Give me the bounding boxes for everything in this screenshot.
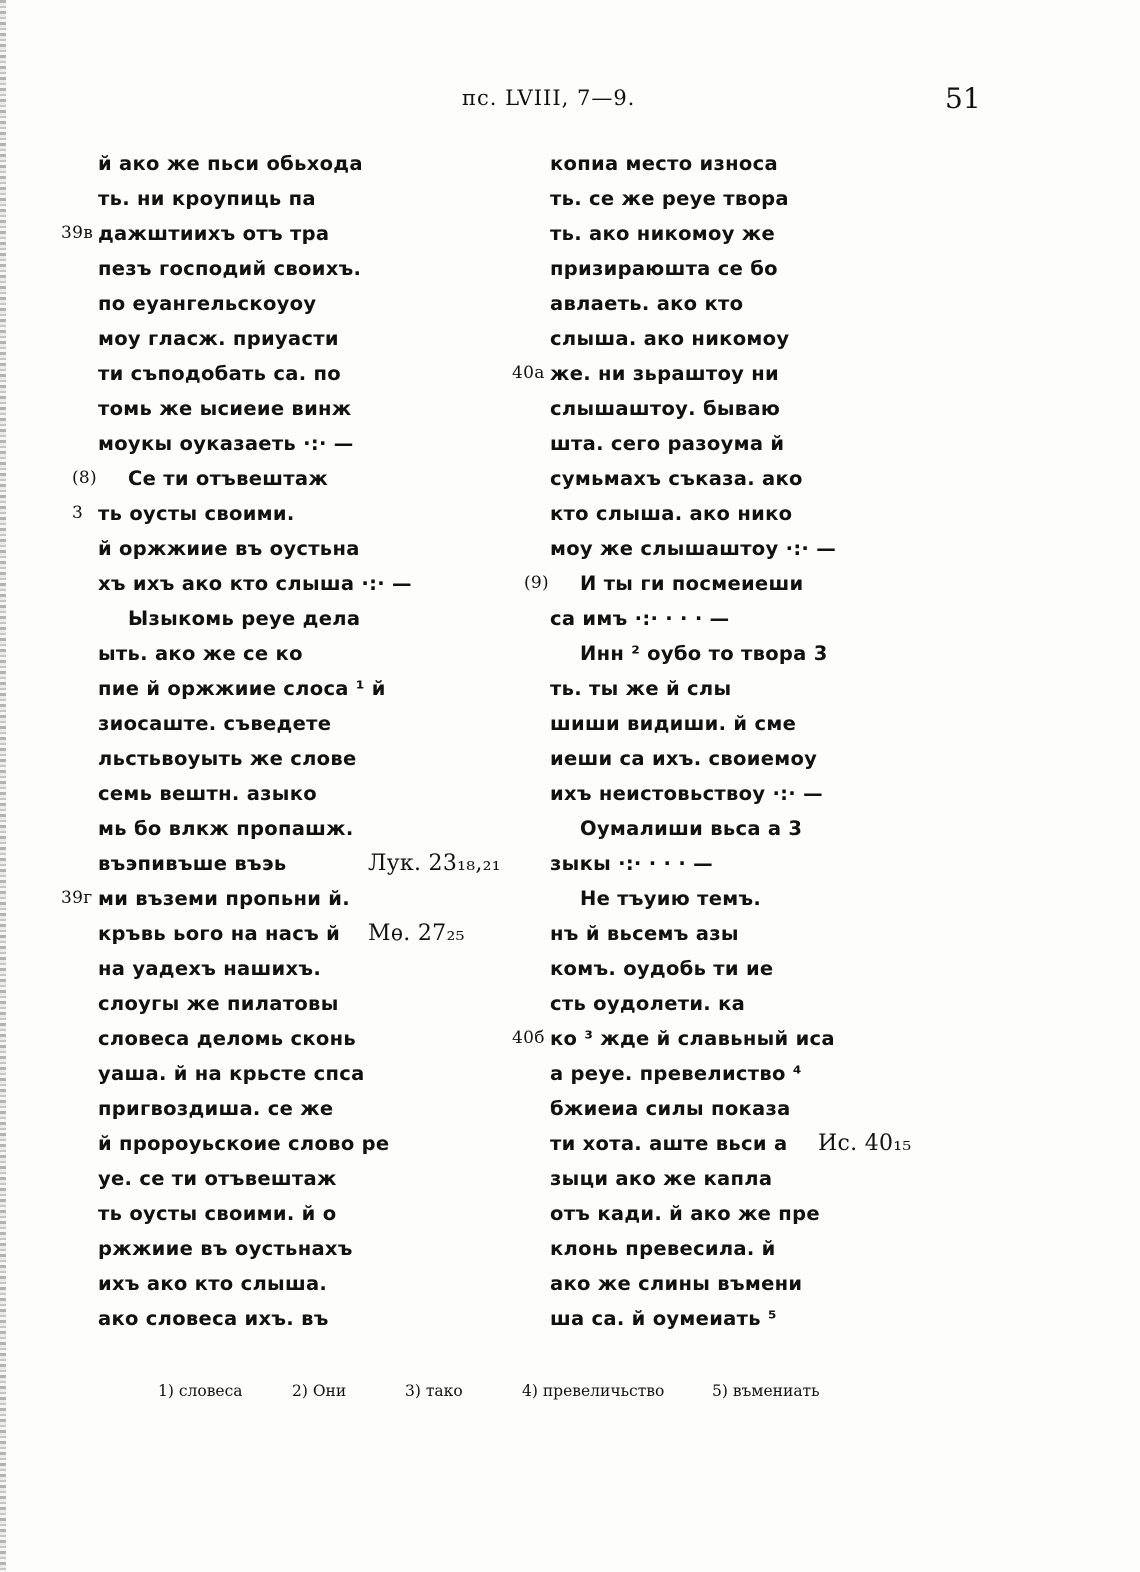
footnote: 3) тако xyxy=(405,1382,463,1400)
text-line xyxy=(72,461,428,496)
text-line xyxy=(550,741,880,776)
line-text: сть оудолети. ка xyxy=(550,992,746,1015)
line-text: шиши видиши. й сме xyxy=(550,712,797,735)
text-line xyxy=(98,916,465,951)
verse-number: (9) xyxy=(524,573,549,593)
folio-marker: 39г xyxy=(61,888,93,908)
line-text: томь же ысиеие винж xyxy=(98,397,352,420)
text-line xyxy=(550,881,880,916)
verse-number: (8) xyxy=(72,468,97,488)
line-text: бжиеиа силы показа xyxy=(550,1097,791,1120)
line-text: й ако же пьси обьхода xyxy=(98,152,363,175)
text-line xyxy=(550,391,880,426)
line-text: пезъ господий своихъ. xyxy=(98,257,362,280)
text-line xyxy=(550,461,880,496)
line-text: сумьмахъ съказа. ако xyxy=(550,467,803,490)
text-line xyxy=(550,951,880,986)
line-text: ть. ако никомоу же xyxy=(550,222,776,245)
text-line xyxy=(550,1056,880,1091)
right-text-column xyxy=(512,146,912,1336)
line-text: словеса деломь сконь xyxy=(98,1027,357,1050)
text-line xyxy=(550,216,880,251)
text-line xyxy=(98,1266,428,1301)
text-line xyxy=(550,916,880,951)
line-text: слоугы же пилатовы xyxy=(98,992,339,1015)
line-text: хъ ихъ ако кто слыша ·:· — xyxy=(98,572,412,595)
line-text: а реуе. превелиство ⁴ xyxy=(550,1062,802,1085)
text-line xyxy=(550,286,880,321)
text-line xyxy=(550,671,880,706)
text-line xyxy=(98,426,428,461)
text-line xyxy=(98,741,428,776)
text-line xyxy=(524,566,880,601)
line-text: зыкы ·:· · · · — xyxy=(550,852,713,875)
text-line xyxy=(98,531,428,566)
text-line xyxy=(550,181,880,216)
footnote: 5) въмениать xyxy=(712,1382,820,1400)
line-text: кръвь ього на насъ й xyxy=(98,922,341,945)
scripture-reference: Лук. 23₁₈,₂₁ xyxy=(368,851,501,876)
line-text: уаша. й на крьсте спса xyxy=(98,1062,365,1085)
text-line xyxy=(98,1161,428,1196)
line-text: Инн ² оубо то твора 3 xyxy=(580,642,828,665)
line-text: ихъ неистовьствоу ·:· — xyxy=(550,782,823,805)
line-text: кто слыша. ако нико xyxy=(550,502,793,525)
line-text: авлаеть. ако кто xyxy=(550,292,744,315)
line-text: са имъ ·:· · · · — xyxy=(550,607,730,630)
line-text: льстьвоуыть же слове xyxy=(98,747,357,770)
text-line xyxy=(98,146,428,181)
line-text: же. ни зьраштоу ни xyxy=(550,362,779,385)
text-line xyxy=(98,1231,428,1266)
text-line xyxy=(550,1091,880,1126)
text-line xyxy=(98,566,428,601)
text-line xyxy=(550,251,880,286)
text-line xyxy=(98,181,428,216)
line-text: ти хота. аште вьси а xyxy=(550,1132,788,1155)
text-line xyxy=(98,356,428,391)
line-text: отъ кади. й ако же пре xyxy=(550,1202,820,1225)
text-line xyxy=(550,1231,880,1266)
line-text: ихъ ако кто слыша. xyxy=(98,1272,328,1295)
left-text-column xyxy=(61,146,501,1336)
text-line xyxy=(98,1126,428,1161)
footnote: 4) превеличьство xyxy=(522,1382,665,1400)
line-text: Ызыкомь реуе дела xyxy=(128,607,361,630)
line-text: ть. ты же й слы xyxy=(550,677,732,700)
text-line xyxy=(72,496,428,531)
line-text: пригвоздиша. се же xyxy=(98,1097,334,1120)
folio-marker: 39в xyxy=(61,223,94,243)
text-line xyxy=(550,321,880,356)
text-line xyxy=(550,426,880,461)
line-text: комъ. оудобь ти ие xyxy=(550,957,774,980)
line-text: слыша. ако никомоу xyxy=(550,327,790,350)
text-line xyxy=(98,846,501,881)
line-text: зыци ако же капла xyxy=(550,1167,773,1190)
line-text: ти съподобать са. по xyxy=(98,362,341,385)
line-text: зиосаште. съведете xyxy=(98,712,332,735)
text-line xyxy=(550,531,880,566)
line-text: клонь превесила. й xyxy=(550,1237,776,1260)
text-line xyxy=(98,1301,428,1336)
line-text: по еуангельскоуоу xyxy=(98,292,317,315)
line-text: ыть. ако же се ко xyxy=(98,642,303,665)
line-text: ко ³ жде й славьный иса xyxy=(550,1027,835,1050)
verse-number: 3 xyxy=(72,503,84,523)
text-line xyxy=(98,601,428,636)
text-line xyxy=(550,496,880,531)
text-line xyxy=(98,1091,428,1126)
running-title: пс. LVIII, 7—9. xyxy=(462,86,636,110)
line-text: въэпивъше въэь xyxy=(98,852,287,875)
line-text: на уадехъ нашихъ. xyxy=(98,957,322,980)
folio-marker: 40а xyxy=(512,363,545,383)
text-line xyxy=(550,1196,880,1231)
text-line xyxy=(98,636,428,671)
line-text: ми въземи пропьни й. xyxy=(98,887,350,910)
text-line xyxy=(98,286,428,321)
line-text: слышаштоу. бываю xyxy=(550,397,781,420)
scripture-reference: Ис. 40₁₅ xyxy=(818,1131,912,1156)
text-line xyxy=(98,1056,428,1091)
line-text: моу же слышаштоу ·:· — xyxy=(550,537,837,560)
line-text: й пророуьскоие слово ре xyxy=(98,1132,390,1155)
text-line xyxy=(550,986,880,1021)
line-text: Се ти отъвештаж xyxy=(128,467,329,490)
text-line xyxy=(98,706,428,741)
line-text: пие й оржжиие слоса ¹ й xyxy=(98,677,386,700)
line-text: шта. сего разоума й xyxy=(550,432,785,455)
line-text: Оумалиши вьса а 3 xyxy=(580,817,803,840)
line-text: Не тъуию темъ. xyxy=(580,887,762,910)
line-text: ако словеса ихъ. въ xyxy=(98,1307,329,1330)
text-line xyxy=(98,251,428,286)
line-text: нъ й вьсемъ азы xyxy=(550,922,739,945)
line-text: ть оусты своими. xyxy=(98,502,295,525)
text-line xyxy=(98,811,428,846)
line-text: уе. се ти отъвештаж xyxy=(98,1167,337,1190)
line-text: копиа место износа xyxy=(550,152,778,175)
line-text: ть. ни кроупиць па xyxy=(98,187,316,210)
text-line xyxy=(550,1126,912,1161)
text-line xyxy=(550,706,880,741)
text-line xyxy=(550,146,880,181)
line-text: ть оусты своими. й о xyxy=(98,1202,337,1225)
scripture-reference: Мѳ. 27₂₅ xyxy=(368,921,465,946)
text-line xyxy=(550,776,880,811)
line-text: призираюшта се бо xyxy=(550,257,778,280)
text-line xyxy=(98,1196,428,1231)
line-text: моу гласж. приуасти xyxy=(98,327,339,350)
text-line xyxy=(550,811,880,846)
text-line xyxy=(550,636,880,671)
text-line xyxy=(98,986,428,1021)
page-edge xyxy=(0,0,6,1572)
line-text: дажштиихъ отъ тра xyxy=(98,222,330,245)
line-text: иеши са ихъ. своиемоу xyxy=(550,747,818,770)
line-text: ша са. й оумеиать ⁵ xyxy=(550,1307,777,1330)
text-line xyxy=(98,321,428,356)
line-text: ть. се же реуе твора xyxy=(550,187,789,210)
line-text: мь бо влкж пропашж. xyxy=(98,817,354,840)
footnote: 1) словеса xyxy=(158,1382,243,1400)
text-line xyxy=(98,391,428,426)
line-text: моукы оуказаеть ·:· — xyxy=(98,432,354,455)
line-text: семь вештн. азыко xyxy=(98,782,317,805)
line-text: й оржжиие въ оустьна xyxy=(98,537,360,560)
text-line xyxy=(550,1301,880,1336)
text-line xyxy=(98,951,428,986)
text-line xyxy=(550,601,880,636)
text-line xyxy=(512,356,880,391)
text-line xyxy=(550,1266,880,1301)
folio-marker: 40б xyxy=(512,1028,545,1048)
text-line xyxy=(98,671,428,706)
page-number: 51 xyxy=(945,82,981,115)
footnote: 2) Они xyxy=(292,1382,347,1400)
text-line xyxy=(61,216,428,251)
line-text: ржжиие въ оустьнахъ xyxy=(98,1237,353,1260)
text-line xyxy=(98,776,428,811)
text-line xyxy=(512,1021,880,1056)
line-text: И ты ги посмеиеши xyxy=(580,572,804,595)
text-line xyxy=(98,1021,428,1056)
text-line xyxy=(550,1161,880,1196)
text-line xyxy=(61,881,428,916)
text-line xyxy=(550,846,880,881)
line-text: ако же слины въмени xyxy=(550,1272,803,1295)
